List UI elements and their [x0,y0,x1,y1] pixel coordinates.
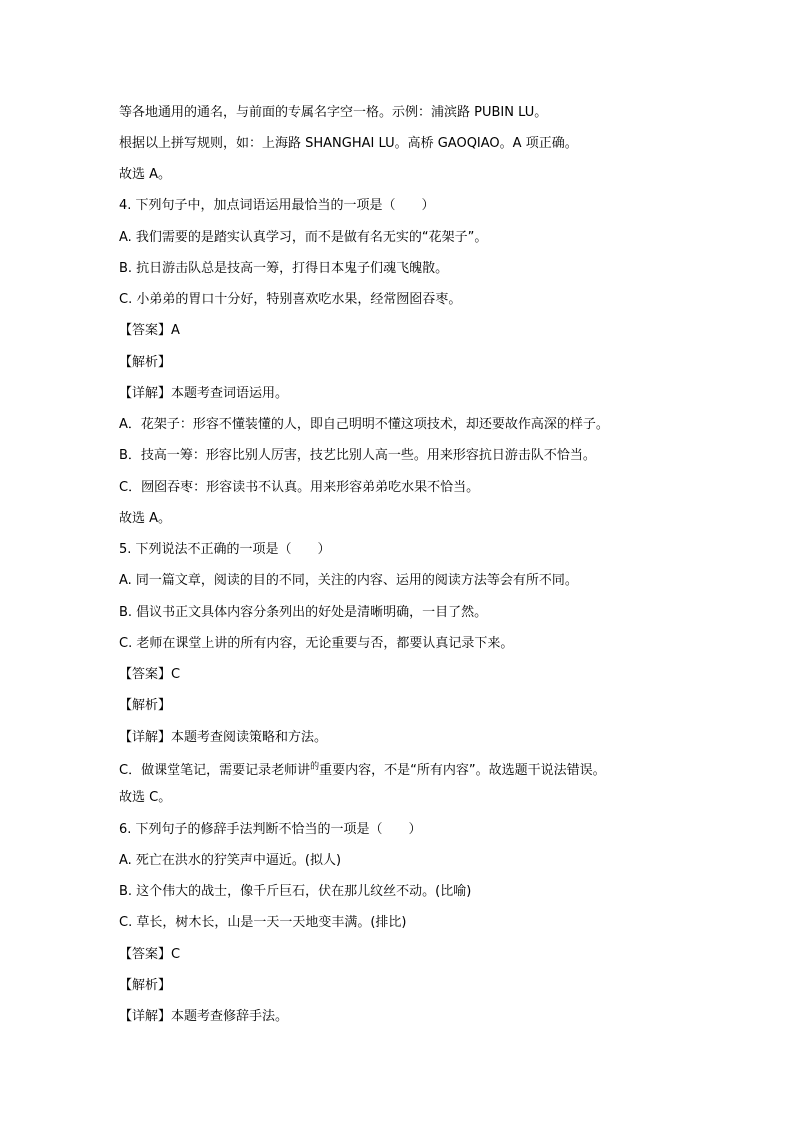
explanation-line: C．囫囵吞枣：形容读书不认真。用来形容弟弟吃水果不恰当。 [119,480,480,495]
explanation-line [119,762,779,781]
question-6-stem: 6. 下列句子的修辞手法判断不恰当的一项是（ ） [119,822,422,837]
answer-label: 【答案】C [119,947,181,962]
explanation-line: 【详解】本题考查修辞手法。 [119,1009,289,1024]
text-line: 等各地通用的通名，与前面的专属名字空一格。示例：浦滨路 PUBIN LU。 [119,105,548,120]
raised-character: 的 [310,762,320,772]
explanation-line: B．技高一筹：形容比别人厉害，技艺比别人高一些。用来形容抗日游击队不恰当。 [119,448,596,463]
question-5-option-a: A. 同一篇文章，阅读的目的不同，关注的内容、运用的阅读方法等会有所不同。 [119,573,578,588]
answer-label: 【答案】C [119,667,181,682]
question-5-option-c: C. 老师在课堂上讲的所有内容，无论重要与否，都要认真记录下来。 [119,636,514,651]
analysis-label: 【解析】 [119,698,172,713]
analysis-label: 【解析】 [119,978,172,993]
text-line: 故选 C。 [119,790,172,805]
question-4-option-b: B. 抗日游击队总是技高一筹，打得日本鬼子们魂飞魄散。 [119,261,449,276]
question-6-option-b: B. 这个伟大的战士，像千斤巨石，伏在那儿纹丝不动。(比喻) [119,884,472,899]
question-4-option-a: A. 我们需要的是踏实认真学习，而不是做有名无实的“花架子”。 [119,230,488,245]
question-5-stem: 5. 下列说法不正确的一项是（ ） [119,542,331,557]
question-6-option-a: A. 死亡在洪水的狞笑声中逼近。(拟人) [119,853,342,868]
question-6-option-c: C. 草长，树木长，山是一天一天地变丰满。(排比) [119,915,407,930]
analysis-label: 【解析】 [119,355,172,370]
explanation-line: 【详解】本题考查阅读策略和方法。 [119,730,328,745]
question-4-stem: 4. 下列句子中，加点词语运用最恰当的一项是（ ） [119,198,435,213]
question-4-option-c: C. 小弟弟的胃口十分好，特别喜欢吃水果，经常囫囵吞枣。 [119,292,462,307]
text-line: 根据以上拼写规则，如：上海路 SHANGHAI LU。高桥 GAOQIAO。A 项正确。 [119,136,578,151]
text-line: 故选 A。 [119,167,172,182]
explanation-text-part: 重要内容，不是“所有内容”。故选题干说法错误。 [319,763,606,778]
question-5-option-b: B. 倡议书正文具体内容分条列出的好处是清晰明确，一目了然。 [119,605,488,620]
text-line: 故选 A。 [119,511,172,526]
explanation-line: 【详解】本题考查词语运用。 [119,386,289,401]
explanation-line: A．花架子：形容不懂装懂的人，即自己明明不懂这项技术，却还要故作高深的样子。 [119,417,609,432]
explanation-text-part: C．做课堂笔记，需要记录老师讲 [119,763,311,778]
answer-label: 【答案】A [119,323,180,338]
